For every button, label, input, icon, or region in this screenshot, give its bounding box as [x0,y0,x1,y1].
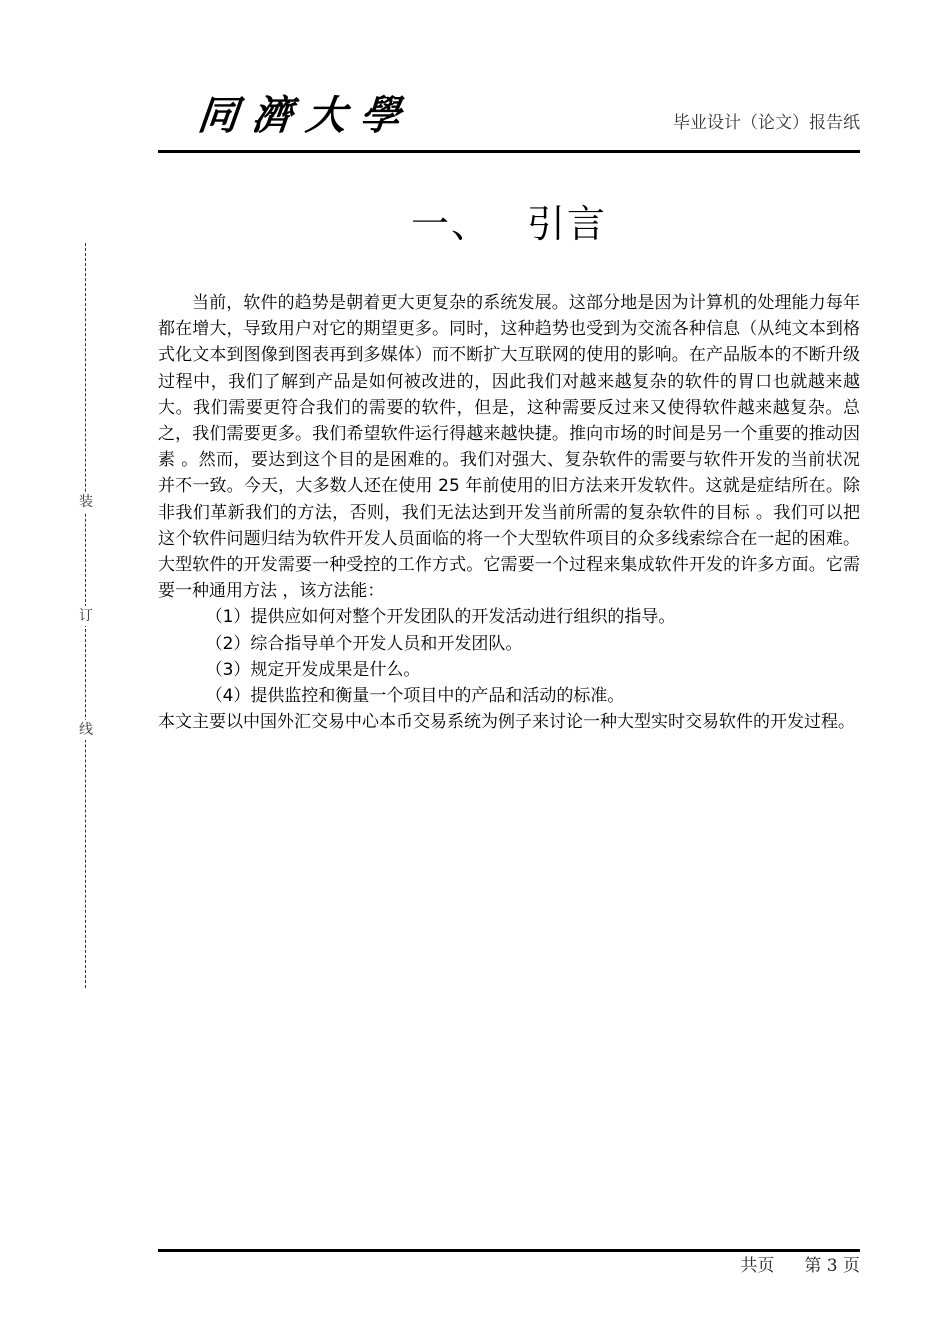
binding-char-ding: 订 [79,608,93,624]
page-footer [740,1254,860,1278]
list-item-2: （2）综合指导单个开发人员和开发团队。 [205,633,523,654]
body-text [158,290,860,735]
binding-char-xian: 线 [79,722,93,738]
list-item-1: （1）提供应如何对整个开发团队的开发活动进行组织的指导。 [205,607,676,628]
total-pages-label: 共页 [740,1256,775,1276]
page-header [158,88,860,154]
chapter-number: 一、 [410,202,491,246]
list-item-3: （3）规定开发成果是什么。 [205,659,421,680]
conclusion-paragraph: 本文主要以中国外汇交易中心本币交易系统为例子来讨论一种大型实时交易软件的开发过程。 [158,712,855,733]
intro-paragraph: 当前，软件的趋势是朝着更大更复杂的系统发展。这部分地是因为计算机的处理能力每年都在增大，导致用户对它的期望更多。同时，这种趋势也受到为交流各种信息（从纯文本到格式化文本到图像到图表再到多媒体）而不断扩大互联网的使用的影响。在产品版本的不断升级过程中，我们了解到产品是如何被改进的，因此我们对越来越复杂的软件的胃口也就越来越大。我们需要更符合我们的需要的软件，但是，这种需要反过来又使得软件越来越复杂。总之，我们需要更多。我们希望软件运行得越来越快捷。推向市场的时间是另一个重要的推动因素 。然而，要达到这个目的是困难的。我们对强大、复杂软件的需要与软件开发的当前状况并不一致。今天，大多数人还在使用 25 年前使用的旧方法来开发软件。这就是症结所在。除非我们革新我们的方法，否则，我们无法达到开发当前所需的复杂软件的目标 。我们可以把这个软件问题归结为软件开发人员面临的将一个大型软件项目的众多线索综合在一起的困难。大型软件的开发需要一种受控的工作方式。它需要一个过程来集成软件开发的许多方面。它需要一种通用方法 ，该方法能： [158,293,860,602]
header-divider [158,150,860,153]
list-item-4: （4）提供监控和衡量一个项目中的产品和活动的标准。 [205,686,625,707]
university-logo: 同濟大學 [195,92,417,139]
page-number-label: 第 3 页 [804,1256,860,1276]
chapter-heading [158,196,860,252]
footer-divider [158,1249,860,1252]
report-paper-label: 毕业设计（论文）报告纸 [673,113,860,133]
binding-char-zhuang: 装 [79,494,93,510]
chapter-title-text: 引言 [527,202,608,246]
